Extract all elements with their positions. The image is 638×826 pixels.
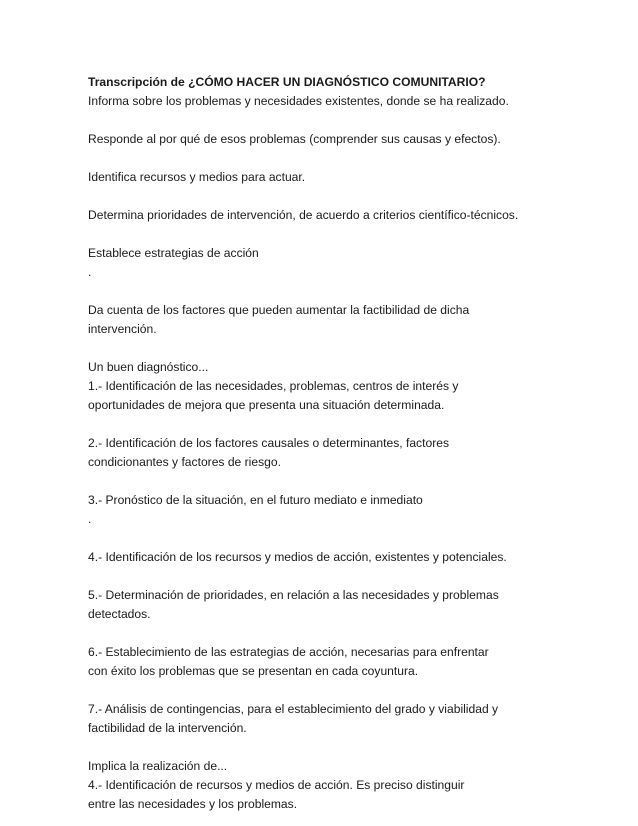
text-line: . <box>88 512 92 526</box>
text-line: factibilidad de la intervención. <box>88 721 247 735</box>
paragraph-gap <box>88 529 558 548</box>
paragraph-gap <box>88 225 558 244</box>
text-line: entre las necesidades y los problemas. <box>88 797 298 811</box>
text-line: Un buen diagnóstico... <box>88 360 209 374</box>
text-line: 1.- Identificación de las necesidades, problemas, centros de interés y <box>88 379 459 393</box>
paragraph-gap <box>88 681 558 700</box>
text-line: condicionantes y factores de riesgo. <box>88 455 281 469</box>
text-line: intervención. <box>88 322 157 336</box>
paragraph-gap <box>88 111 558 130</box>
paragraph-gap <box>88 187 558 206</box>
paragraph-gap <box>88 415 558 434</box>
document-title: Transcripción de ¿CÓMO HACER UN DIAGNÓSTICO COMUNITARIO? <box>88 75 486 89</box>
text-line: 3.- Pronóstico de la situación, en el futuro mediato e inmediato <box>88 493 423 507</box>
text-line: detectados. <box>88 607 151 621</box>
text-line: Implica la realización de... <box>88 759 228 773</box>
text-line: Responde al por qué de esos problemas (comprender sus causas y efectos). <box>88 132 501 146</box>
paragraph-gap <box>88 567 558 586</box>
text-line: 4.- Identificación de recursos y medios de acción. Es preciso distinguir <box>88 778 465 792</box>
document-body <box>88 73 558 814</box>
text-line: 4.- Identificación de los recursos y medios de acción, existentes y potenciales. <box>88 550 507 564</box>
paragraph-gap <box>88 738 558 757</box>
text-line: 7.- Análisis de contingencias, para el establecimiento del grado y viabilidad y <box>88 702 499 716</box>
text-line: con éxito los problemas que se presentan en cada coyuntura. <box>88 664 419 678</box>
paragraph-gap <box>88 472 558 491</box>
text-line: Da cuenta de los factores que pueden aumentar la factibilidad de dicha <box>88 303 470 317</box>
paragraph-gap <box>88 282 558 301</box>
text-line: . <box>88 265 92 279</box>
paragraph-gap <box>88 624 558 643</box>
text-line: Identifica recursos y medios para actuar. <box>88 170 306 184</box>
document-text <box>88 92 558 814</box>
text-line: 2.- Identificación de los factores causales o determinantes, factores <box>88 436 449 450</box>
text-line: oportunidades de mejora que presenta una situación determinada. <box>88 398 445 412</box>
text-line: Establece estrategias de acción <box>88 246 259 260</box>
text-line: Informa sobre los problemas y necesidades existentes, donde se ha realizado. <box>88 94 509 108</box>
text-line: Determina prioridades de intervención, de acuerdo a criterios científico-técnicos. <box>88 208 519 222</box>
paragraph-gap <box>88 149 558 168</box>
text-line: 6.- Establecimiento de las estrategias de acción, necesarias para enfrentar <box>88 645 489 659</box>
text-line: 5.- Determinación de prioridades, en relación a las necesidades y problemas <box>88 588 499 602</box>
paragraph-gap <box>88 339 558 358</box>
